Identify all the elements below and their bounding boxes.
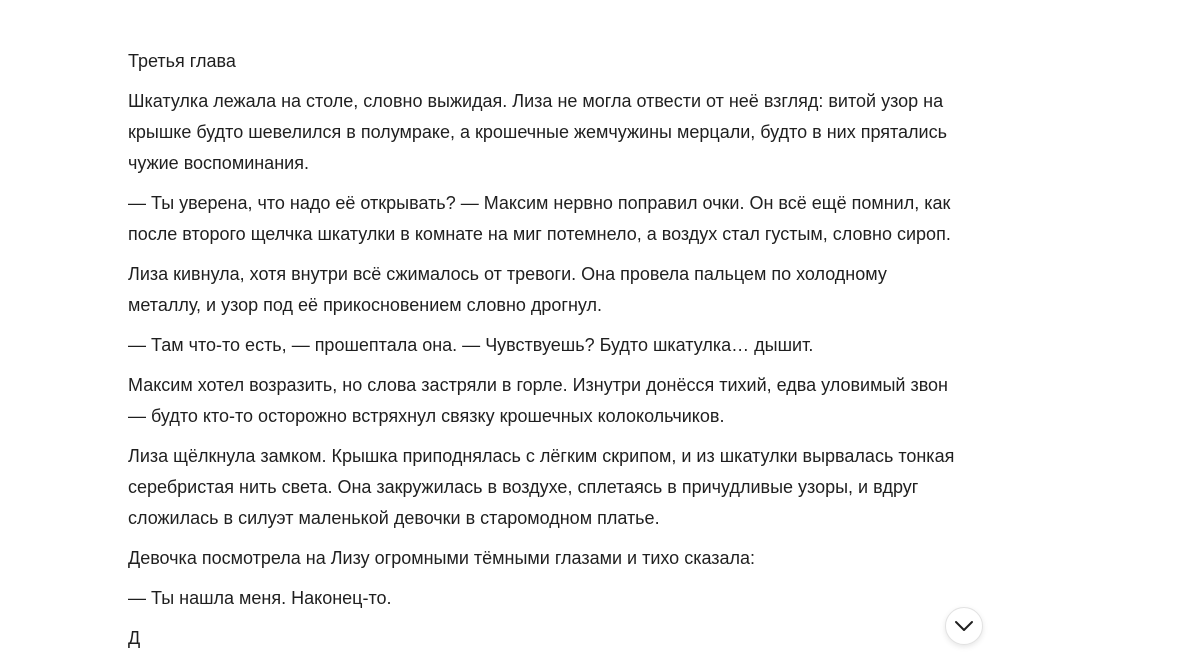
- paragraph: Максим хотел возразить, но слова застряли в горле. Изнутри донёсся тихий, едва уловимый звон — будто кто-то осторожно встряхнул связку крошечных колокольчиков.: [128, 375, 949, 426]
- document-body: [128, 46, 958, 648]
- paragraph: Шкатулка лежала на столе, словно выжидая. Лиза не могла отвести от неё взгляд: витой узор на крышке будто шевелился в полумраке, а крошечные жемчужины мерцали, будто в них прятались чужие воспоминания.: [128, 91, 947, 173]
- paragraph: Девочка посмотрела на Лизу огромными тёмными глазами и тихо сказала:: [128, 548, 756, 568]
- paragraph: — Там что-то есть, — прошептала она. — Чувствуешь? Будто шкатулка… дышит.: [128, 335, 814, 355]
- scroll-down-button[interactable]: [945, 607, 983, 645]
- paragraph-partial: Д: [128, 628, 141, 648]
- chevron-down-icon: [954, 620, 974, 632]
- paragraph: — Ты нашла меня. Наконец-то.: [128, 588, 392, 608]
- paragraph: Лиза щёлкнула замком. Крышка приподнялась с лёгким скрипом, и из шкатулки вырвалась тонкая серебристая нить света. Она закружилась в воздухе, сплетаясь в причудливые узоры, и вдруг сложилась в силуэт маленькой девочки в старомодном платье.: [128, 446, 955, 528]
- chapter-heading: Третья глава: [128, 51, 236, 71]
- paragraph: — Ты уверена, что надо её открывать? — Максим нервно поправил очки. Он всё ещё помнил, как после второго щелчка шкатулки в комнате на миг потемнело, а воздух стал густым, словно сироп.: [128, 193, 951, 244]
- paragraph: Лиза кивнула, хотя внутри всё сжималось от тревоги. Она провела пальцем по холодному металлу, и узор под её прикосновением словно дрогнул.: [128, 264, 887, 315]
